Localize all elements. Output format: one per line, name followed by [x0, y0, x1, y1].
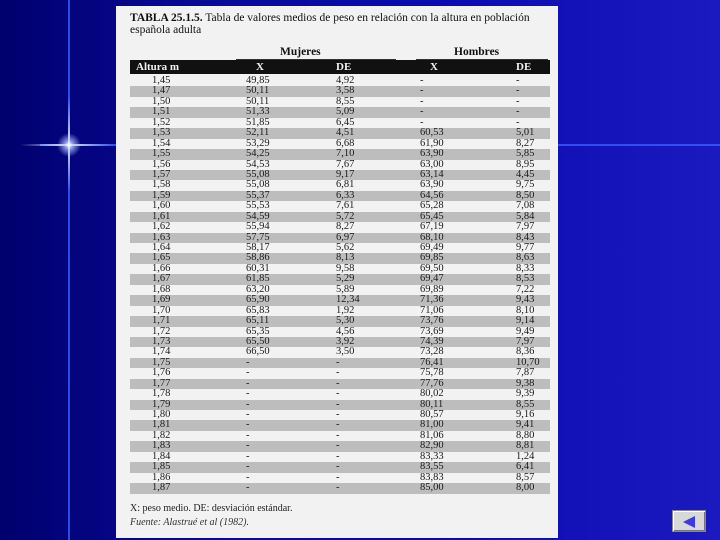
table-cell: 1,64 [152, 242, 171, 253]
table-header-row [130, 60, 550, 74]
table-cell: - [336, 440, 340, 452]
table-cell: 5,84 [516, 210, 535, 222]
table-cell: 1,71 [152, 315, 171, 327]
table-cell: 1,84 [152, 450, 171, 462]
table-cell: 67,19 [420, 221, 444, 233]
table-cell: 5,30 [336, 315, 355, 327]
table-cell: - [516, 75, 520, 86]
table-cell: 65,28 [420, 200, 444, 212]
table-cell: 63,90 [420, 148, 444, 160]
table-cell: - [246, 461, 250, 473]
table-cell: 65,35 [246, 325, 270, 337]
table-cell: 77,76 [420, 377, 444, 389]
table-row [130, 483, 550, 493]
table-cell: 1,58 [152, 179, 171, 191]
table-cell: 8,13 [336, 252, 355, 264]
table-cell: - [420, 75, 424, 86]
table-cell: 9,49 [516, 325, 535, 337]
table-cell: 69,50 [420, 262, 444, 274]
table-cell: 1,60 [152, 200, 171, 212]
table-cell: 50,11 [246, 85, 270, 97]
table-cell: 58,86 [246, 252, 270, 264]
table-cell: 7,10 [336, 148, 355, 160]
table-row [130, 149, 550, 159]
table-cell: 55,08 [246, 168, 270, 180]
table-cell: 1,72 [152, 325, 171, 337]
table-cell: 5,62 [336, 242, 355, 253]
table-cell: 74,39 [420, 335, 444, 347]
table-cell: 8,55 [516, 398, 535, 410]
table-cell: 1,81 [152, 419, 171, 431]
table-footnote: X: peso medio. DE: desviación estándar. [130, 503, 293, 514]
table-cell: 55,08 [246, 179, 270, 191]
table-cell: 80,11 [420, 398, 444, 410]
table-row [130, 389, 550, 399]
table-cell: 83,33 [420, 450, 444, 462]
table-cell: 8,63 [516, 252, 535, 264]
sparkle-star-icon [56, 132, 82, 158]
table-cell: 9,39 [516, 388, 535, 400]
table-cell: 8,43 [516, 231, 535, 243]
table-cell: 65,45 [420, 210, 444, 222]
table-cell: 1,65 [152, 252, 171, 264]
table-cell: 8,55 [336, 95, 355, 107]
table-cell: - [336, 409, 340, 420]
table-cell: 83,83 [420, 471, 444, 483]
table-cell: - [516, 95, 520, 107]
table-row [130, 452, 550, 462]
table-title [130, 12, 550, 36]
table-cell: 1,24 [516, 450, 535, 462]
table-body [130, 76, 550, 494]
table-row [130, 420, 550, 430]
table-cell: 68,10 [420, 231, 444, 243]
table-cell: 60,53 [420, 127, 444, 139]
table-cell: 9,41 [516, 419, 535, 431]
table-source: Fuente: Alastrué et al (1982). [130, 517, 249, 528]
table-cell: 8,95 [516, 158, 535, 170]
table-cell: 73,28 [420, 346, 444, 358]
table-cell: - [336, 450, 340, 462]
table-cell: 6,33 [336, 189, 355, 201]
table-cell: 55,94 [246, 221, 270, 233]
table-row [130, 316, 550, 326]
table-cell: 1,67 [152, 273, 171, 285]
table-cell: 1,85 [152, 461, 171, 473]
table-cell: 5,85 [516, 148, 535, 160]
table-cell: 51,85 [246, 116, 270, 128]
table-cell: - [336, 356, 340, 368]
table-cell: 5,09 [336, 106, 355, 118]
table-cell: 69,49 [420, 242, 444, 253]
table-cell: 8,27 [336, 221, 355, 233]
table-cell: 1,50 [152, 95, 171, 107]
table-cell: 7,22 [516, 283, 535, 295]
table-cell: 65,83 [246, 304, 270, 316]
table-cell: 69,85 [420, 252, 444, 264]
group-men-label: Hombres [454, 46, 500, 58]
scanned-table-page [116, 6, 558, 538]
table-cell: - [516, 85, 520, 97]
table-cell: 1,56 [152, 158, 171, 170]
header-men-mean: X [430, 61, 438, 73]
table-cell: 9,16 [516, 409, 535, 420]
table-cell: 80,57 [420, 409, 444, 420]
table-cell: - [516, 116, 520, 128]
table-cell: 73,69 [420, 325, 444, 337]
table-cell: 65,50 [246, 335, 270, 347]
table-cell: 1,86 [152, 471, 171, 483]
table-cell: 8,33 [516, 262, 535, 274]
table-cell: 1,74 [152, 346, 171, 358]
table-cell: 81,00 [420, 419, 444, 431]
table-cell: 1,69 [152, 294, 171, 306]
table-cell: - [336, 419, 340, 431]
table-cell: 53,29 [246, 137, 270, 149]
table-cell: 8,00 [516, 482, 535, 494]
table-cell: 4,45 [516, 168, 535, 180]
table-cell: 1,70 [152, 304, 171, 316]
header-men-sd: DE [516, 61, 532, 73]
table-cell: - [336, 429, 340, 441]
left-arrow-icon [683, 516, 695, 528]
table-cell: 1,59 [152, 189, 171, 201]
table-row [130, 358, 550, 368]
table-cell: 1,66 [152, 262, 171, 274]
table-cell: 54,25 [246, 148, 270, 160]
table-cell: 10,70 [516, 356, 540, 368]
table-cell: - [246, 429, 250, 441]
table-cell: 7,97 [516, 221, 535, 233]
table-cell: 6,97 [336, 231, 355, 243]
table-cell: 4,56 [336, 325, 355, 337]
back-button[interactable] [672, 510, 706, 532]
table-cell: 54,59 [246, 210, 270, 222]
table-caption: Tabla de valores medios de peso en relación con la altura en población española adulta [130, 12, 530, 36]
header-women-mean: X [256, 61, 264, 73]
table-cell: 1,54 [152, 137, 171, 149]
table-cell: - [246, 377, 250, 389]
table-cell: 1,77 [152, 377, 171, 389]
table-cell: 1,80 [152, 409, 171, 420]
table-cell: 76,41 [420, 356, 444, 368]
table-row [130, 347, 550, 357]
table-cell: 63,14 [420, 168, 444, 180]
table-cell: 7,97 [516, 335, 535, 347]
table-cell: 55,37 [246, 189, 270, 201]
table-cell: - [336, 482, 340, 494]
table-cell: 63,00 [420, 158, 444, 170]
table-row [130, 368, 550, 378]
table-cell: 71,06 [420, 304, 444, 316]
table-cell: 3,58 [336, 85, 355, 97]
table-cell: 6,68 [336, 137, 355, 149]
table-cell: 6,41 [516, 461, 535, 473]
table-cell: 1,45 [152, 75, 171, 86]
table-row [130, 379, 550, 389]
table-number: TABLA 25.1.5. [130, 12, 203, 24]
table-cell: 85,00 [420, 482, 444, 494]
table-cell: - [420, 95, 424, 107]
table-cell: 55,53 [246, 200, 270, 212]
header-height: Altura m [136, 61, 180, 73]
table-cell: - [246, 356, 250, 368]
table-cell: 1,68 [152, 283, 171, 295]
table-cell: 80,02 [420, 388, 444, 400]
table-cell: 49,85 [246, 75, 270, 86]
table-cell: 57,75 [246, 231, 270, 243]
table-cell: 60,31 [246, 262, 270, 274]
table-cell: 71,36 [420, 294, 444, 306]
table-row [130, 431, 550, 441]
table-cell: - [336, 388, 340, 400]
table-cell: - [336, 471, 340, 483]
table-cell: 7,87 [516, 367, 535, 379]
table-cell: 9,43 [516, 294, 535, 306]
table-cell: 69,89 [420, 283, 444, 295]
table-cell: 7,08 [516, 200, 535, 212]
table-cell: 9,17 [336, 168, 355, 180]
table-cell: 1,57 [152, 168, 171, 180]
table-cell: 9,75 [516, 179, 535, 191]
table-cell: - [336, 367, 340, 379]
table-cell: 1,76 [152, 367, 171, 379]
table-cell: 4,92 [336, 75, 355, 86]
table-cell: 63,90 [420, 179, 444, 191]
table-cell: 5,01 [516, 127, 535, 139]
table-cell: 58,17 [246, 242, 270, 253]
table-cell: 9,77 [516, 242, 535, 253]
table-cell: 81,06 [420, 429, 444, 441]
table-cell: 1,47 [152, 85, 171, 97]
table-cell: 1,53 [152, 127, 171, 139]
table-cell: 1,83 [152, 440, 171, 452]
table-cell: 82,90 [420, 440, 444, 452]
table-cell: - [246, 388, 250, 400]
table-cell: 8,80 [516, 429, 535, 441]
table-cell: 1,51 [152, 106, 171, 118]
table-cell: - [246, 450, 250, 462]
table-cell: 1,79 [152, 398, 171, 410]
table-cell: 1,55 [152, 148, 171, 160]
table-cell: - [246, 471, 250, 483]
table-row [130, 473, 550, 483]
table-cell: 9,58 [336, 262, 355, 274]
header-women-sd: DE [336, 61, 352, 73]
table-cell: 1,78 [152, 388, 171, 400]
table-row [130, 222, 550, 232]
table-cell: - [246, 398, 250, 410]
table-cell: 5,72 [336, 210, 355, 222]
table-cell: - [336, 398, 340, 410]
table-cell: 65,11 [246, 315, 270, 327]
vertical-accent-line [68, 0, 70, 540]
table-cell: 1,75 [152, 356, 171, 368]
table-cell: - [246, 367, 250, 379]
table-cell: 4,51 [336, 127, 355, 139]
table-cell: 3,50 [336, 346, 355, 358]
table-cell: 73,76 [420, 315, 444, 327]
table-cell: 50,11 [246, 95, 270, 107]
table-cell: 1,62 [152, 221, 171, 233]
table-cell: 5,29 [336, 273, 355, 285]
table-cell: 69,47 [420, 273, 444, 285]
table-cell: 65,90 [246, 294, 270, 306]
table-cell: 51,33 [246, 106, 270, 118]
table-cell: 8,53 [516, 273, 535, 285]
table-cell: - [420, 116, 424, 128]
table-cell: 61,85 [246, 273, 270, 285]
table-cell: 63,20 [246, 283, 270, 295]
table-cell: 54,53 [246, 158, 270, 170]
table-cell: - [420, 106, 424, 118]
table-cell: 6,81 [336, 179, 355, 191]
table-cell: 5,89 [336, 283, 355, 295]
table-cell: - [420, 85, 424, 97]
table-cell: 1,82 [152, 429, 171, 441]
table-cell: 7,67 [336, 158, 355, 170]
table-cell: 12,34 [336, 294, 360, 306]
table-cell: - [336, 377, 340, 389]
table-cell: 1,52 [152, 116, 171, 128]
table-cell: 7,61 [336, 200, 355, 212]
table-cell: 3,92 [336, 335, 355, 347]
table-cell: 61,90 [420, 137, 444, 149]
table-cell: - [246, 482, 250, 494]
table-cell: 83,55 [420, 461, 444, 473]
table-cell: 8,10 [516, 304, 535, 316]
table-cell: 1,92 [336, 304, 355, 316]
table-cell: 1,73 [152, 335, 171, 347]
table-row [130, 441, 550, 451]
table-cell: - [246, 440, 250, 452]
table-cell: 1,87 [152, 482, 171, 494]
table-cell: 6,45 [336, 116, 355, 128]
table-cell: - [516, 106, 520, 118]
table-cell: - [336, 461, 340, 473]
table-cell: 9,38 [516, 377, 535, 389]
table-cell: - [246, 419, 250, 431]
table-row [130, 410, 550, 420]
table-cell: 8,81 [516, 440, 535, 452]
table-cell: 1,63 [152, 231, 171, 243]
table-cell: 9,14 [516, 315, 535, 327]
table-cell: 75,78 [420, 367, 444, 379]
table-cell: 52,11 [246, 127, 270, 139]
table-cell: 8,36 [516, 346, 535, 358]
table-cell: 66,50 [246, 346, 270, 358]
table-cell: 64,56 [420, 189, 444, 201]
table-cell: 1,61 [152, 210, 171, 222]
table-cell: 8,57 [516, 471, 535, 483]
group-women-label: Mujeres [280, 46, 321, 58]
table-cell: - [246, 409, 250, 420]
table-cell: 8,50 [516, 189, 535, 201]
table-cell: 8,27 [516, 137, 535, 149]
table-row [130, 462, 550, 472]
table-row [130, 400, 550, 410]
